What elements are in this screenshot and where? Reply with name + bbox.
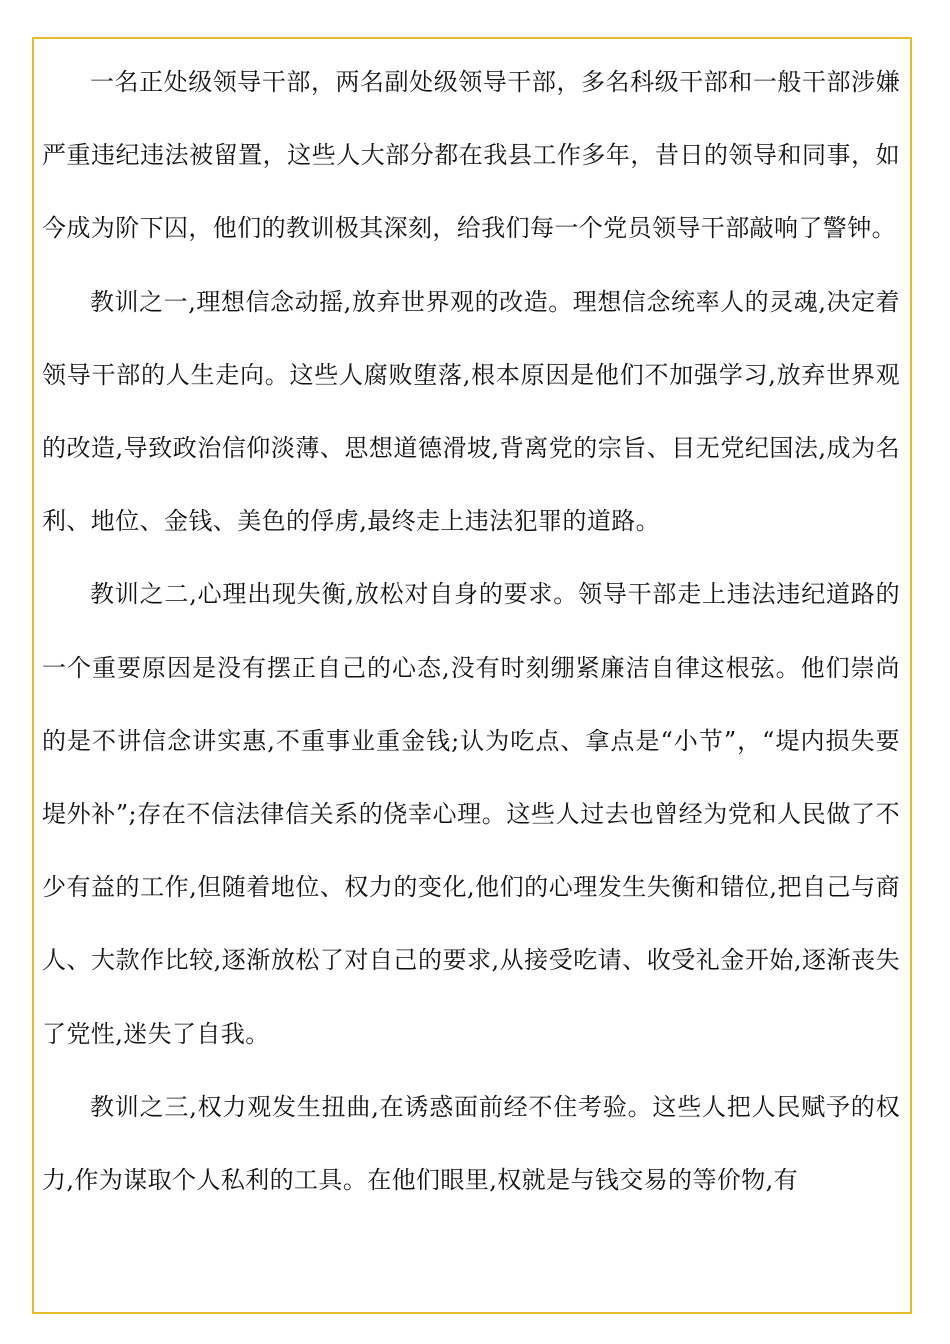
paragraph-lesson-one: 教训之一,理想信念动摇,放弃世界观的改造。理想信念统率人的灵魂,决定着领导干部的人生走向。这些人腐败堕落,根本原因是他们不加强学习,放弃世界观的改造,导致政治信仰淡薄、思想道德滑坡,背离党的宗旨、目无党纪国法,成为名利、地位、金钱、美色的俘虏,最终走上违法犯罪的道路。 [42, 287, 900, 536]
paragraph-intro: 一名正处级领导干部，两名副处级领导干部，多名科级干部和一般干部涉嫌严重违纪违法被留置，这些人大部分都在我县工作多年，昔日的领导和同事，如今成为阶下囚，他们的教训极其深刻，给我们每一个党员领导干部敲响了警钟。 [42, 68, 900, 243]
document-body [42, 46, 900, 1217]
paragraph-lesson-three: 教训之三,权力观发生扭曲,在诱惑面前经不住考验。这些人把人民赋予的权力,作为谋取个人私利的工具。在他们眼里,权就是与钱交易的等价物,有 [42, 1092, 900, 1195]
paragraph-lesson-two: 教训之二,心理出现失衡,放松对自身的要求。领导干部走上违法违纪道路的一个重要原因是没有摆正自己的心态,没有时刻绷紧廉洁自律这根弦。他们崇尚的是不讲信念讲实惠,不重事业重金钱;认为吃点、拿点是“小节”，“堤内损失要堤外补”;存在不信法律信关系的侥幸心理。这些人过去也曾经为党和人民做了不少有益的工作,但随着地位、权力的变化,他们的心理发生失衡和错位,把自己与商人、大款作比较,逐渐放松了对自己的要求,从接受吃请、收受礼金开始,逐渐丧失了党性,迷失了自我。 [42, 580, 900, 1048]
